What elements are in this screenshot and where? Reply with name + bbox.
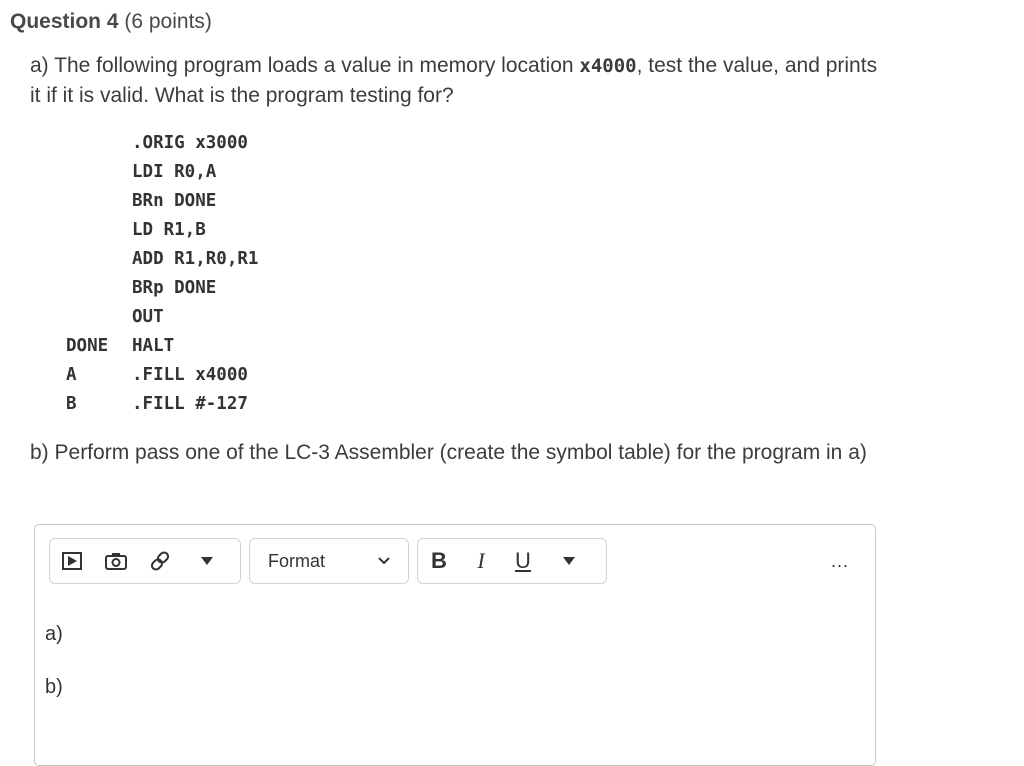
code-line	[66, 187, 258, 216]
code-instruction: .ORIG x3000	[132, 133, 248, 153]
question-header	[10, 8, 212, 36]
code-line	[66, 158, 258, 187]
image-icon	[105, 552, 127, 570]
code-instruction: BRp DONE	[132, 278, 217, 298]
code-label	[66, 274, 132, 303]
code-line	[66, 216, 258, 245]
code-label	[66, 129, 132, 158]
style-more-dropdown[interactable]	[544, 539, 594, 583]
code-label: A	[66, 365, 77, 385]
assembly-code-block	[66, 129, 258, 419]
part-a-text-after: , test the value, and prints it if it is valid. What is the program testing for?	[30, 54, 878, 107]
insert-toolbar-group	[49, 538, 241, 584]
memory-address: x4000	[579, 55, 637, 77]
code-label: B	[66, 394, 77, 414]
code-line	[66, 332, 258, 361]
part-b-prompt: b) Perform pass one of the LC-3 Assembler (create the symbol table) for the program in a)	[30, 441, 867, 464]
code-line	[66, 361, 258, 390]
question-points: (6 points)	[124, 10, 212, 33]
play-media-icon	[62, 552, 82, 570]
insert-media-button[interactable]	[50, 539, 94, 583]
code-instruction: ADD R1,R0,R1	[132, 249, 259, 269]
code-instruction: LDI R0,A	[132, 162, 217, 182]
chevron-down-icon	[378, 557, 390, 565]
code-label	[66, 216, 132, 245]
editor-toolbar	[49, 538, 615, 588]
code-label	[66, 158, 132, 187]
format-toolbar-group	[249, 538, 409, 584]
bold-button[interactable]: B	[431, 548, 447, 573]
code-label	[66, 303, 132, 332]
code-label	[66, 245, 132, 274]
insert-image-button[interactable]	[94, 539, 138, 583]
caret-down-icon	[201, 557, 213, 565]
insert-link-button[interactable]	[138, 539, 182, 583]
part-a-prompt	[30, 51, 880, 110]
code-label: DONE	[66, 336, 109, 356]
format-label: Format	[268, 550, 326, 571]
code-instruction: HALT	[132, 336, 175, 356]
editor-line: b)	[45, 676, 63, 698]
caret-down-icon	[563, 557, 575, 565]
code-instruction: LD R1,B	[132, 220, 206, 240]
code-line	[66, 274, 258, 303]
editor-line: a)	[45, 623, 63, 645]
code-instruction: .FILL #-127	[132, 394, 248, 414]
code-instruction: .FILL x4000	[132, 365, 248, 385]
code-instruction: OUT	[132, 307, 164, 327]
code-instruction: BRn DONE	[132, 191, 217, 211]
underline-button[interactable]: U	[515, 548, 531, 573]
part-a-text-before: a) The following program loads a value in memory location	[30, 54, 580, 77]
code-line	[66, 390, 258, 419]
code-label	[66, 187, 132, 216]
more-options-button[interactable]: ...	[830, 551, 849, 571]
format-dropdown[interactable]	[250, 539, 408, 583]
code-line	[66, 129, 258, 158]
style-toolbar-group	[417, 538, 607, 584]
insert-more-dropdown[interactable]	[182, 539, 232, 583]
editor-content[interactable]	[45, 619, 63, 725]
code-line	[66, 245, 258, 274]
italic-button[interactable]: I	[477, 548, 485, 573]
link-icon	[149, 550, 171, 572]
question-title: Question 4	[10, 10, 119, 33]
code-line	[66, 303, 258, 332]
answer-editor[interactable]	[34, 524, 876, 766]
